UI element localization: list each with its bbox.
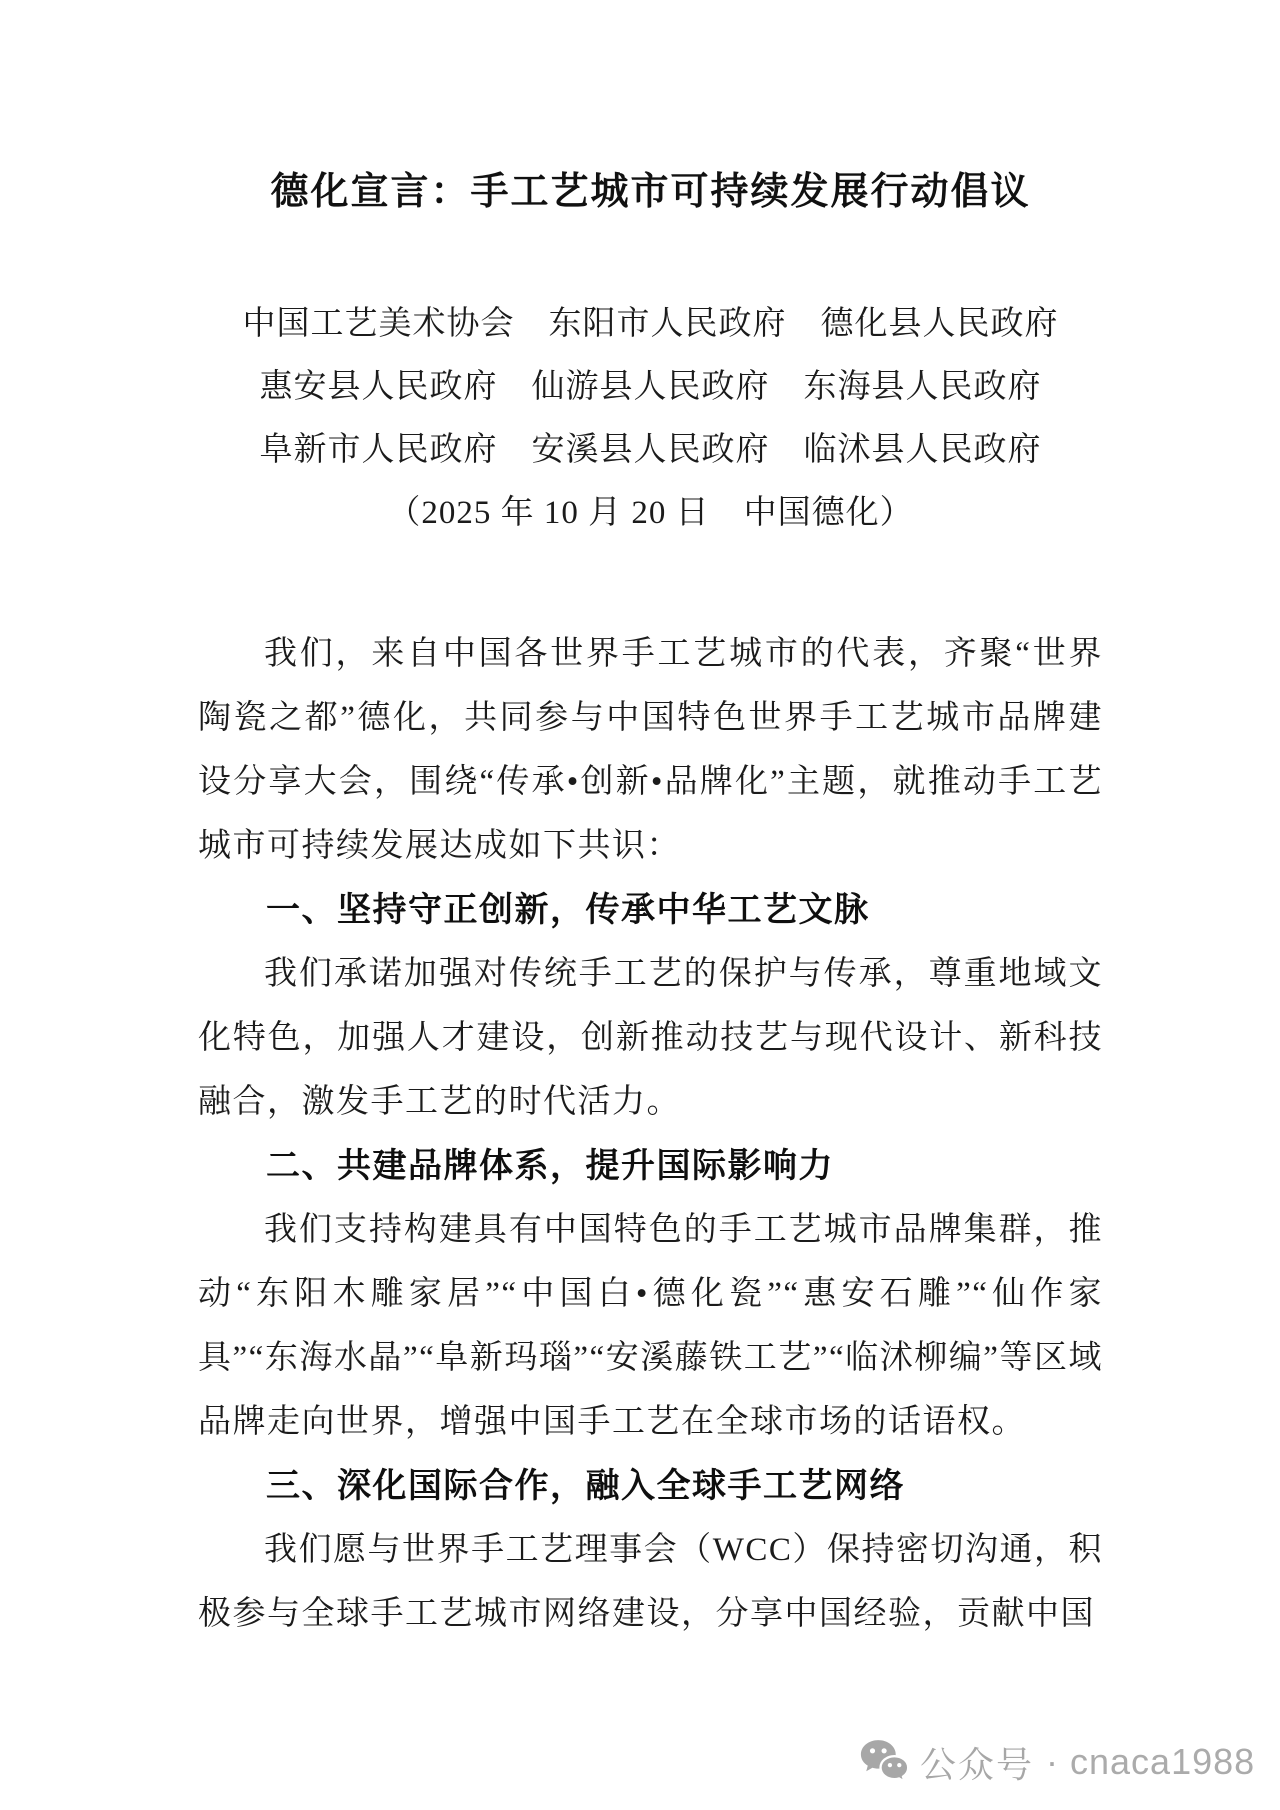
- section-heading: 二、共建品牌体系，提升国际影响力: [266, 1147, 834, 1185]
- org-line: 中国工艺美术协会 东阳市人民政府 德化县人民政府: [242, 306, 1059, 342]
- section-heading: 三、深化国际合作，融入全球手工艺网络: [266, 1467, 905, 1505]
- watermark-label: 公众号: [920, 1743, 1035, 1785]
- document-header: [198, 293, 1103, 545]
- body-paragraph: 我们支持构建具有中国特色的手工艺城市品牌集群，推动“东阳木雕家居”“中国白•德化瓷”“惠安石雕”“仙作家具”“东海水晶”“阜新玛瑙”“安溪藤铁工艺”“临沭柳编”等区域品牌走向世界，增强中国手工艺在全球市场的话语权。: [198, 1212, 1103, 1440]
- body-paragraph: 我们承诺加强对传统手工艺的保护与传承，尊重地域文化特色，加强人才建设，创新推动技艺与现代设计、新科技融合，激发手工艺的时代活力。: [198, 956, 1103, 1120]
- org-line: 惠安县人民政府 仙游县人民政府 东海县人民政府: [259, 369, 1042, 405]
- body-paragraph: 我们愿与世界手工艺理事会（WCC）保持密切沟通，积极参与全球手工艺城市网络建设，分享中国经验，贡献中国: [198, 1532, 1103, 1632]
- org-line: 阜新市人民政府 安溪县人民政府 临沭县人民政府: [259, 432, 1042, 468]
- org-lines: [198, 293, 1103, 482]
- date-line: （2025 年 10 月 20 日 中国德化）: [387, 495, 914, 531]
- watermark-account: cnaca1988: [1070, 1741, 1256, 1782]
- body-paragraph: 我们，来自中国各世界手工艺城市的代表，齐聚“世界陶瓷之都”德化，共同参与中国特色世界手工艺城市品牌建设分享大会，围绕“传承•创新•品牌化”主题，就推动手工艺城市可持续发展达成如下共识：: [198, 636, 1103, 864]
- watermark: [860, 1735, 1255, 1789]
- wechat-icon: [860, 1737, 910, 1787]
- watermark-separator: ·: [1046, 1741, 1059, 1782]
- document-body: [198, 622, 1103, 1646]
- document-title: 德化宣言：手工艺城市可持续发展行动倡议: [270, 171, 1031, 213]
- section-heading: 一、坚持守正创新，传承中华工艺文脉: [266, 891, 870, 929]
